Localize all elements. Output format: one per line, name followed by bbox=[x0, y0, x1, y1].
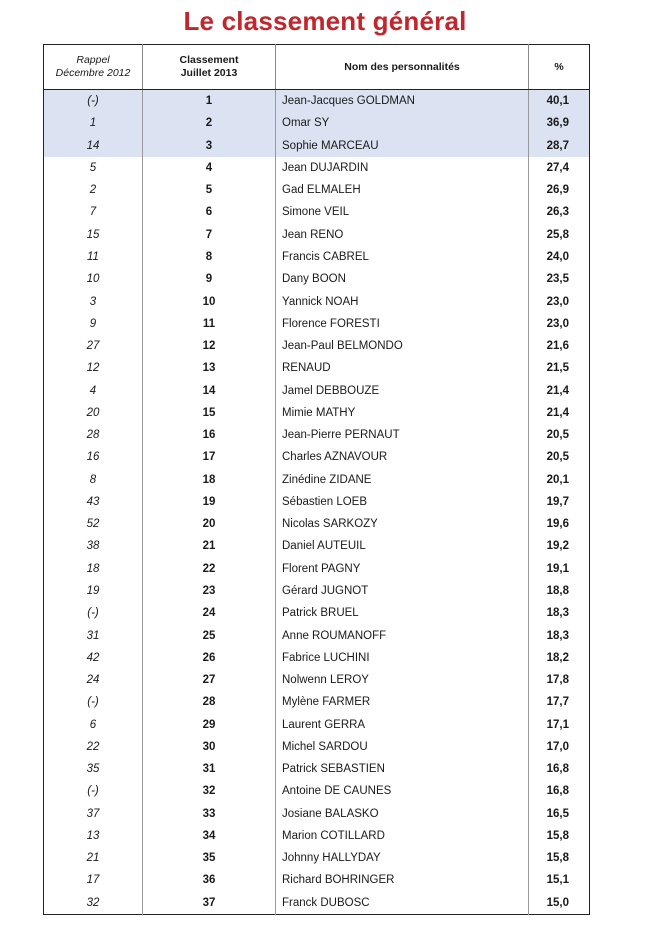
cell-classement: 1 bbox=[143, 90, 276, 113]
table-row bbox=[44, 869, 590, 891]
cell-nom: Gad ELMALEH bbox=[276, 179, 529, 201]
cell-rappel: 19 bbox=[44, 580, 143, 602]
table-row bbox=[44, 224, 590, 246]
table-row bbox=[44, 313, 590, 335]
header-rappel-line-2: Décembre 2012 bbox=[55, 67, 131, 79]
cell-rappel: (-) bbox=[44, 780, 143, 802]
table-row bbox=[44, 335, 590, 357]
header-classement-line-2: Juillet 2013 bbox=[180, 67, 238, 79]
cell-pct: 23,0 bbox=[546, 295, 569, 308]
cell-rappel: 13 bbox=[44, 825, 143, 847]
header-rappel-line-1: Rappel bbox=[76, 54, 110, 66]
cell-classement: 37 bbox=[143, 892, 276, 915]
cell-nom: Patrick SEBASTIEN bbox=[276, 758, 529, 780]
cell-rappel: 7 bbox=[44, 201, 143, 223]
table-row bbox=[44, 647, 590, 669]
cell-nom: Zinédine ZIDANE bbox=[276, 469, 529, 491]
cell-nom: Sophie MARCEAU bbox=[276, 135, 529, 157]
cell-nom: Patrick BRUEL bbox=[276, 602, 529, 624]
cell-pct: 17,0 bbox=[546, 740, 569, 753]
table-body bbox=[44, 90, 590, 915]
cell-classement: 29 bbox=[143, 713, 276, 735]
table-row bbox=[44, 580, 590, 602]
cell-pct: 19,1 bbox=[546, 562, 569, 575]
cell-pct: 17,8 bbox=[546, 674, 569, 687]
cell-nom: Jean-Pierre PERNAUT bbox=[276, 424, 529, 446]
cell-rappel: 32 bbox=[44, 892, 143, 915]
cell-rappel: 9 bbox=[44, 313, 143, 335]
cell-rappel: 18 bbox=[44, 558, 143, 580]
cell-nom: RENAUD bbox=[276, 357, 529, 379]
cell-pct: 19,2 bbox=[546, 540, 569, 553]
cell-classement: 18 bbox=[143, 469, 276, 491]
cell-nom: Omar SY bbox=[276, 112, 529, 134]
cell-classement: 20 bbox=[143, 513, 276, 535]
cell-classement: 3 bbox=[143, 135, 276, 157]
cell-classement: 27 bbox=[143, 669, 276, 691]
page-title: Le classement général bbox=[183, 6, 467, 36]
cell-nom: Gérard JUGNOT bbox=[276, 580, 529, 602]
cell-pct: 40,1 bbox=[529, 90, 590, 113]
cell-classement: 35 bbox=[143, 847, 276, 869]
cell-classement: 14 bbox=[143, 379, 276, 401]
cell-rappel: 17 bbox=[44, 869, 143, 891]
cell-pct: 20,5 bbox=[546, 451, 569, 464]
header-classement bbox=[143, 45, 276, 90]
cell-nom: Mimie MATHY bbox=[276, 402, 529, 424]
cell-nom: Jamel DEBBOUZE bbox=[276, 379, 529, 401]
cell-classement: 17 bbox=[143, 446, 276, 468]
cell-nom: Laurent GERRA bbox=[276, 713, 529, 735]
cell-rappel: 52 bbox=[44, 513, 143, 535]
cell-nom: Mylène FARMER bbox=[276, 691, 529, 713]
cell-rappel: (-) bbox=[44, 691, 143, 713]
cell-pct: 19,6 bbox=[546, 518, 569, 531]
cell-nom: Dany BOON bbox=[276, 268, 529, 290]
cell-rappel: 1 bbox=[44, 112, 143, 134]
cell-pct: 15,8 bbox=[546, 829, 569, 842]
cell-rappel: 38 bbox=[44, 535, 143, 557]
cell-nom: Florence FORESTI bbox=[276, 313, 529, 335]
cell-classement: 15 bbox=[143, 402, 276, 424]
cell-pct: 21,6 bbox=[546, 340, 569, 353]
cell-classement: 21 bbox=[143, 535, 276, 557]
table-row bbox=[44, 135, 590, 157]
cell-nom: Jean-Jacques GOLDMAN bbox=[276, 90, 529, 113]
cell-nom: Jean RENO bbox=[276, 224, 529, 246]
cell-classement: 13 bbox=[143, 357, 276, 379]
cell-pct: 15,0 bbox=[546, 896, 569, 909]
table-row bbox=[44, 491, 590, 513]
table-row bbox=[44, 469, 590, 491]
table-row bbox=[44, 713, 590, 735]
cell-pct: 36,9 bbox=[529, 112, 590, 134]
table-row bbox=[44, 691, 590, 713]
cell-rappel: 27 bbox=[44, 335, 143, 357]
table-row bbox=[44, 179, 590, 201]
cell-classement: 31 bbox=[143, 758, 276, 780]
cell-pct: 18,3 bbox=[546, 607, 569, 620]
cell-pct: 23,0 bbox=[546, 317, 569, 330]
cell-rappel: 4 bbox=[44, 379, 143, 401]
cell-nom: Nolwenn LEROY bbox=[276, 669, 529, 691]
table-row bbox=[44, 513, 590, 535]
cell-pct: 18,3 bbox=[546, 629, 569, 642]
table-row bbox=[44, 290, 590, 312]
cell-rappel: 31 bbox=[44, 624, 143, 646]
table-row bbox=[44, 112, 590, 134]
cell-classement: 26 bbox=[143, 647, 276, 669]
cell-nom: Josiane BALASKO bbox=[276, 803, 529, 825]
cell-classement: 8 bbox=[143, 246, 276, 268]
cell-rappel: 5 bbox=[44, 157, 143, 179]
cell-nom: Fabrice LUCHINI bbox=[276, 647, 529, 669]
header-nom: Nom des personnalités bbox=[276, 45, 529, 90]
cell-classement: 24 bbox=[143, 602, 276, 624]
table-row bbox=[44, 90, 590, 113]
cell-rappel: 21 bbox=[44, 847, 143, 869]
cell-rappel: 22 bbox=[44, 736, 143, 758]
cell-classement: 22 bbox=[143, 558, 276, 580]
cell-rappel: 12 bbox=[44, 357, 143, 379]
cell-pct: 18,2 bbox=[546, 651, 569, 664]
cell-nom: Francis CABREL bbox=[276, 246, 529, 268]
table-row bbox=[44, 736, 590, 758]
cell-classement: 28 bbox=[143, 691, 276, 713]
table-row bbox=[44, 424, 590, 446]
header-row bbox=[44, 45, 590, 90]
cell-pct: 28,7 bbox=[529, 135, 590, 157]
cell-classement: 16 bbox=[143, 424, 276, 446]
cell-rappel: 11 bbox=[44, 246, 143, 268]
cell-rappel: 6 bbox=[44, 713, 143, 735]
table-row bbox=[44, 669, 590, 691]
table-row bbox=[44, 246, 590, 268]
table-row bbox=[44, 558, 590, 580]
cell-nom: Richard BOHRINGER bbox=[276, 869, 529, 891]
cell-classement: 9 bbox=[143, 268, 276, 290]
cell-nom: Simone VEIL bbox=[276, 201, 529, 223]
table-row bbox=[44, 201, 590, 223]
cell-classement: 36 bbox=[143, 869, 276, 891]
cell-rappel: 43 bbox=[44, 491, 143, 513]
cell-nom: Florent PAGNY bbox=[276, 558, 529, 580]
table-row bbox=[44, 758, 590, 780]
cell-pct: 15,8 bbox=[546, 852, 569, 865]
cell-nom: Anne ROUMANOFF bbox=[276, 624, 529, 646]
cell-rappel: 28 bbox=[44, 424, 143, 446]
cell-classement: 6 bbox=[143, 201, 276, 223]
cell-rappel: (-) bbox=[44, 602, 143, 624]
cell-nom: Michel SARDOU bbox=[276, 736, 529, 758]
cell-pct: 16,8 bbox=[546, 785, 569, 798]
cell-classement: 4 bbox=[143, 157, 276, 179]
cell-pct: 23,5 bbox=[546, 273, 569, 286]
cell-pct: 21,5 bbox=[546, 362, 569, 375]
table-row bbox=[44, 379, 590, 401]
cell-nom: Johnny HALLYDAY bbox=[276, 847, 529, 869]
cell-pct: 24,0 bbox=[546, 250, 569, 263]
cell-pct: 25,8 bbox=[546, 228, 569, 241]
cell-classement: 12 bbox=[143, 335, 276, 357]
cell-rappel: 20 bbox=[44, 402, 143, 424]
table-row bbox=[44, 268, 590, 290]
cell-rappel: 16 bbox=[44, 446, 143, 468]
table-row bbox=[44, 402, 590, 424]
cell-pct: 16,8 bbox=[546, 763, 569, 776]
cell-classement: 7 bbox=[143, 224, 276, 246]
cell-pct: 27,4 bbox=[546, 161, 569, 174]
cell-nom: Antoine DE CAUNES bbox=[276, 780, 529, 802]
table-row bbox=[44, 446, 590, 468]
cell-rappel: (-) bbox=[44, 90, 143, 113]
cell-nom: Nicolas SARKOZY bbox=[276, 513, 529, 535]
cell-pct: 26,9 bbox=[546, 184, 569, 197]
cell-nom: Franck DUBOSC bbox=[276, 892, 529, 915]
cell-rappel: 42 bbox=[44, 647, 143, 669]
cell-classement: 30 bbox=[143, 736, 276, 758]
cell-nom: Charles AZNAVOUR bbox=[276, 446, 529, 468]
cell-rappel: 15 bbox=[44, 224, 143, 246]
table-row bbox=[44, 825, 590, 847]
cell-classement: 34 bbox=[143, 825, 276, 847]
cell-pct: 17,7 bbox=[546, 696, 569, 709]
table-row bbox=[44, 602, 590, 624]
table-row bbox=[44, 624, 590, 646]
cell-pct: 18,8 bbox=[546, 584, 569, 597]
cell-rappel: 35 bbox=[44, 758, 143, 780]
cell-rappel: 24 bbox=[44, 669, 143, 691]
cell-rappel: 3 bbox=[44, 290, 143, 312]
cell-rappel: 10 bbox=[44, 268, 143, 290]
cell-classement: 19 bbox=[143, 491, 276, 513]
cell-classement: 11 bbox=[143, 313, 276, 335]
table-row bbox=[44, 803, 590, 825]
table-row bbox=[44, 780, 590, 802]
cell-classement: 2 bbox=[143, 112, 276, 134]
cell-classement: 25 bbox=[143, 624, 276, 646]
cell-rappel: 8 bbox=[44, 469, 143, 491]
cell-pct: 21,4 bbox=[546, 406, 569, 419]
cell-pct: 17,1 bbox=[546, 718, 569, 731]
cell-classement: 32 bbox=[143, 780, 276, 802]
cell-rappel: 2 bbox=[44, 179, 143, 201]
table-header bbox=[44, 45, 590, 90]
cell-classement: 5 bbox=[143, 179, 276, 201]
cell-rappel: 37 bbox=[44, 803, 143, 825]
cell-classement: 33 bbox=[143, 803, 276, 825]
table-row bbox=[44, 847, 590, 869]
header-pct: % bbox=[529, 45, 590, 90]
cell-pct: 21,4 bbox=[546, 384, 569, 397]
cell-rappel: 14 bbox=[44, 135, 143, 157]
cell-pct: 26,3 bbox=[546, 206, 569, 219]
cell-pct: 16,5 bbox=[546, 807, 569, 820]
table-row bbox=[44, 157, 590, 179]
header-rappel bbox=[44, 45, 143, 90]
ranking-table bbox=[43, 44, 590, 915]
cell-nom: Daniel AUTEUIL bbox=[276, 535, 529, 557]
cell-nom: Jean-Paul BELMONDO bbox=[276, 335, 529, 357]
cell-nom: Marion COTILLARD bbox=[276, 825, 529, 847]
cell-nom: Jean DUJARDIN bbox=[276, 157, 529, 179]
cell-classement: 23 bbox=[143, 580, 276, 602]
cell-classement: 10 bbox=[143, 290, 276, 312]
cell-pct: 19,7 bbox=[546, 495, 569, 508]
cell-pct: 15,1 bbox=[546, 874, 569, 887]
cell-pct: 20,1 bbox=[546, 473, 569, 486]
cell-nom: Yannick NOAH bbox=[276, 290, 529, 312]
table-row bbox=[44, 892, 590, 915]
cell-nom: Sébastien LOEB bbox=[276, 491, 529, 513]
table-row bbox=[44, 357, 590, 379]
header-classement-line-1: Classement bbox=[179, 54, 239, 66]
table-row bbox=[44, 535, 590, 557]
cell-pct: 20,5 bbox=[546, 429, 569, 442]
